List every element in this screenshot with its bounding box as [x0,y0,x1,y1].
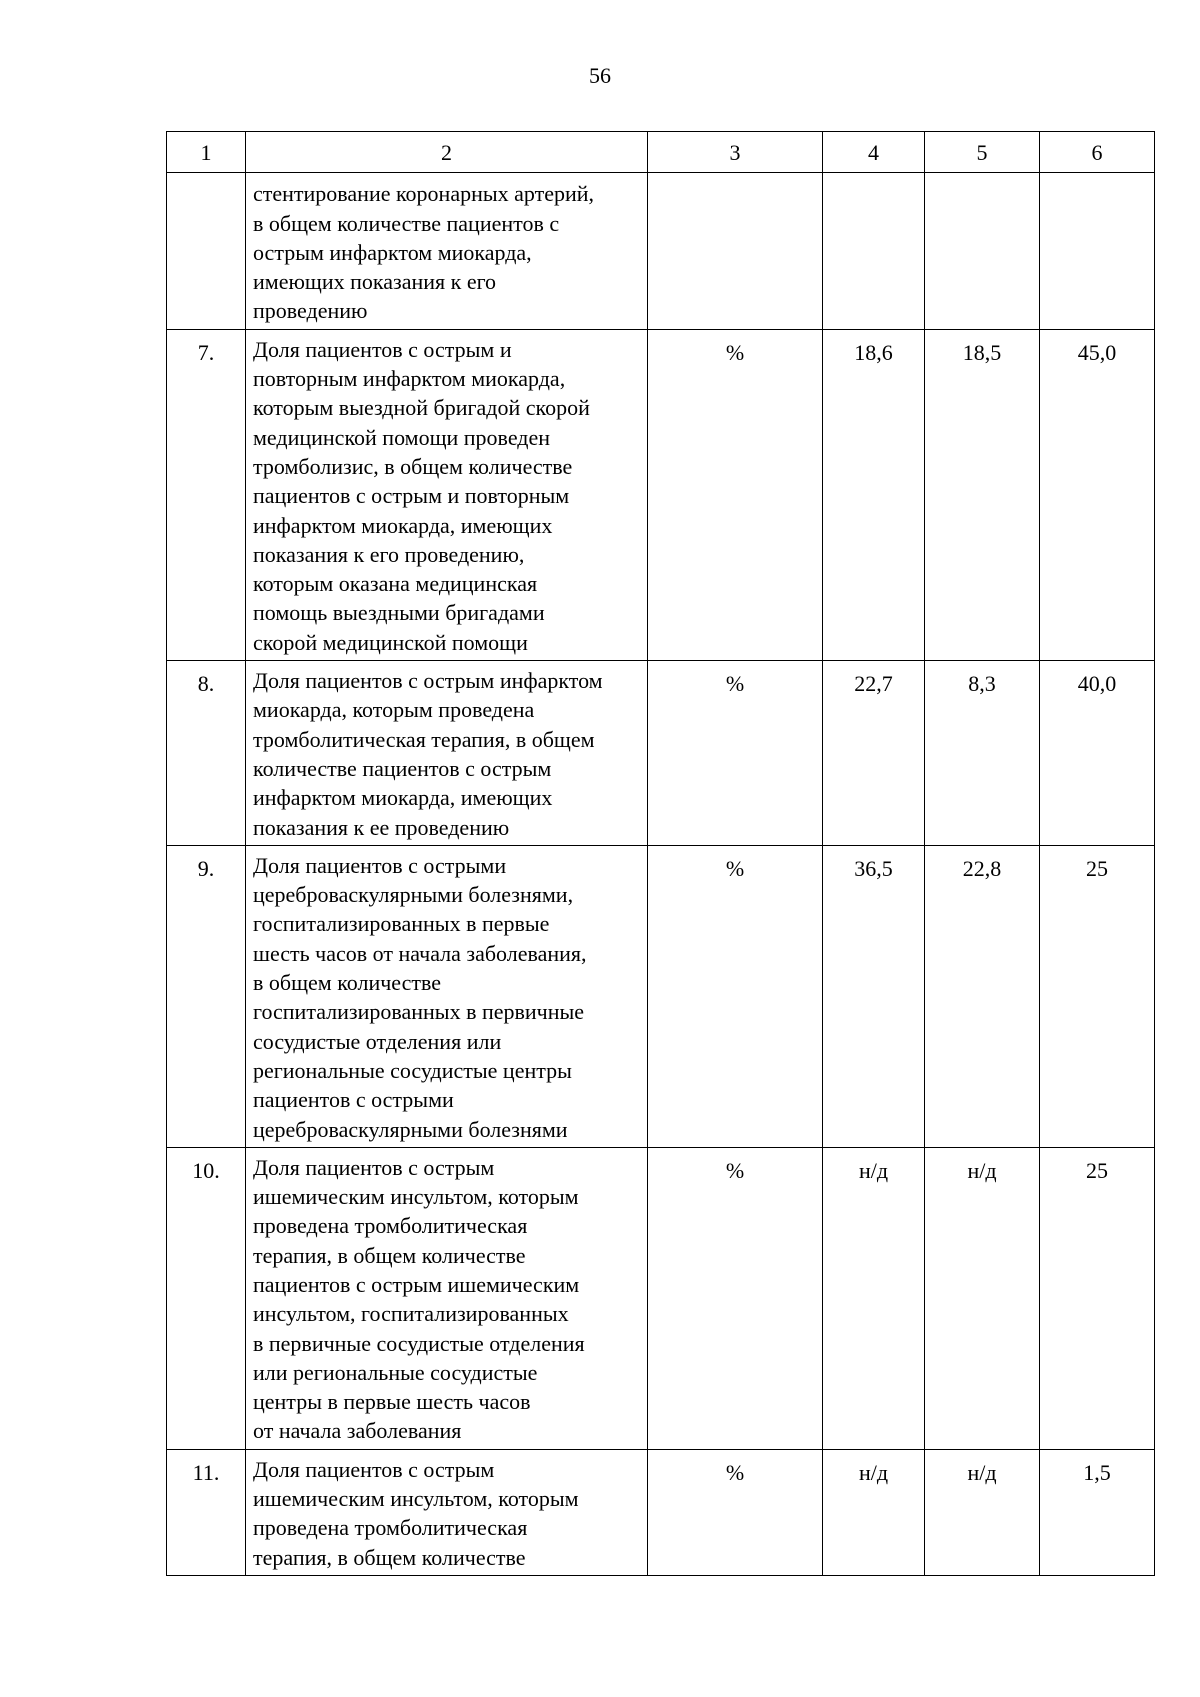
row-number: 11. [167,1449,246,1575]
value-col4: 36,5 [823,845,925,1147]
row-number: 10. [167,1147,246,1449]
column-header: 1 [167,132,246,173]
value-col6: 25 [1040,1147,1155,1449]
column-header: 2 [246,132,648,173]
row-number: 7. [167,329,246,660]
indicator-text: Доля пациентов с острым инфарктом миокарда, которым проведена тромболитическая терапия, в общем количестве пациентов с острым инфарктом миокарда, имеющих показания к ее проведению [246,661,648,846]
unit-cell: % [648,1449,823,1575]
table-row [167,1147,1155,1449]
table-row [167,329,1155,660]
value-col6: 1,5 [1040,1449,1155,1575]
unit-cell: % [648,845,823,1147]
value-col4: 18,6 [823,329,925,660]
table-row [167,1449,1155,1575]
table-header-row [167,132,1155,173]
indicator-text: Доля пациентов с острым и повторным инфарктом миокарда, которым выездной бригадой скорой медицинской помощи проведен тромболизис, в общем количестве пациентов с острым и повторным инфарктом миокарда, имеющих показания к его проведению, которым оказана медицинская помощь выездными бригадами скорой медицинской помощи [246,329,648,660]
page-number: 56 [589,63,611,88]
column-header: 3 [648,132,823,173]
indicator-text: Доля пациентов с острым ишемическим инсультом, которым проведена тромболитическая терапия, в общем количестве [246,1449,648,1575]
column-header: 6 [1040,132,1155,173]
row-number: 8. [167,661,246,846]
value-col5: н/д [925,1147,1040,1449]
value-col6: 40,0 [1040,661,1155,846]
indicators-table [166,131,1155,1576]
value-col5: 18,5 [925,329,1040,660]
value-col5 [925,173,1040,329]
indicator-text: стентирование коронарных артерий, в общем количестве пациентов с острым инфарктом миокарда, имеющих показания к его проведению [246,173,648,329]
value-col6: 45,0 [1040,329,1155,660]
unit-cell: % [648,1147,823,1449]
value-col4 [823,173,925,329]
value-col4: н/д [823,1147,925,1449]
value-col4: 22,7 [823,661,925,846]
table-row [167,173,1155,329]
unit-cell: % [648,661,823,846]
value-col5: 8,3 [925,661,1040,846]
value-col4: н/д [823,1449,925,1575]
unit-cell [648,173,823,329]
indicator-text: Доля пациентов с острым ишемическим инсультом, которым проведена тромболитическая терапия, в общем количестве пациентов с острым ишемическим инсультом, госпитализированных в первичные сосудистые отделения или региональные сосудистые центры в первые шесть часов от начала заболевания [246,1147,648,1449]
table-row [167,845,1155,1147]
value-col5: н/д [925,1449,1040,1575]
table-row [167,661,1155,846]
value-col6: 25 [1040,845,1155,1147]
value-col6 [1040,173,1155,329]
row-number: 9. [167,845,246,1147]
value-col5: 22,8 [925,845,1040,1147]
column-header: 4 [823,132,925,173]
row-number [167,173,246,329]
unit-cell: % [648,329,823,660]
indicator-text: Доля пациентов с острыми цереброваскулярными болезнями, госпитализированных в первые шесть часов от начала заболевания, в общем количестве госпитализированных в первичные сосудистые отделения или региональные сосудистые центры пациентов с острыми цереброваскулярными болезнями [246,845,648,1147]
column-header: 5 [925,132,1040,173]
